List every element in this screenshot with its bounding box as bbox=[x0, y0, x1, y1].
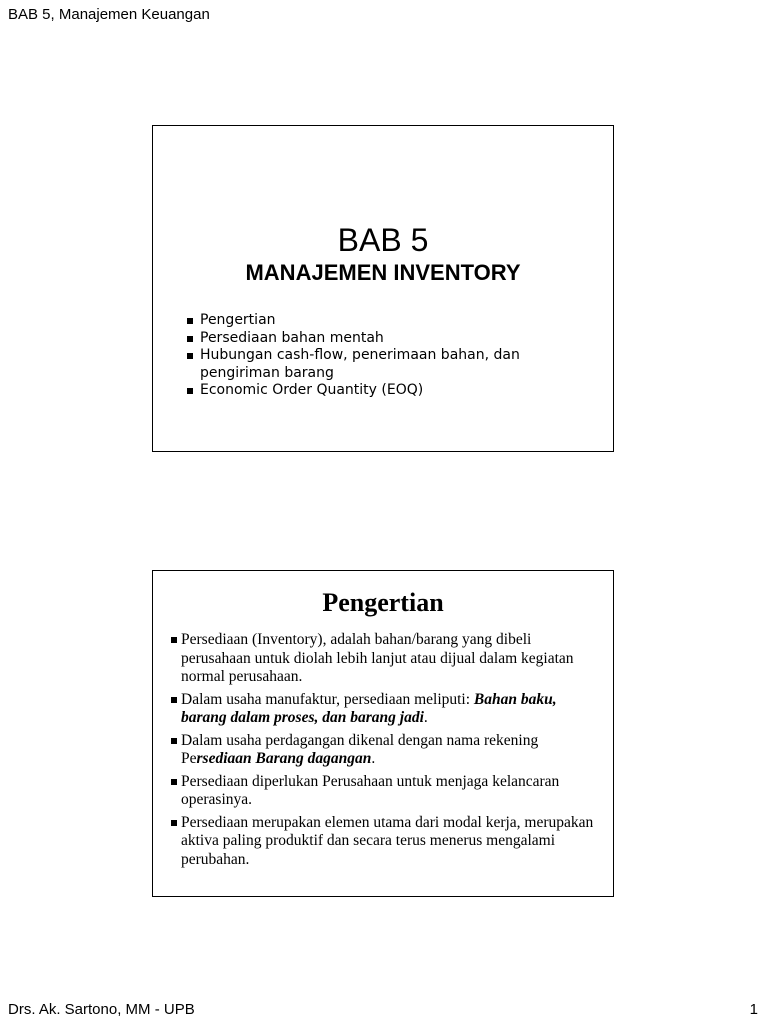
slide-title: Pengertian bbox=[322, 588, 444, 617]
page-number: 1 bbox=[749, 1001, 758, 1018]
square-bullet-icon bbox=[171, 697, 177, 703]
list-item bbox=[171, 814, 601, 870]
emphasized-text: Bahan baku, barang dalam proses, dan barang jadi bbox=[181, 690, 557, 726]
list-item-text: Persediaan (Inventory), adalah bahan/barang yang dibeli perusahaan untuk diolah lebih lanjut atau dijual dalam kegiatan normal perusahaan. bbox=[181, 631, 574, 685]
slide-bab5 bbox=[152, 125, 614, 452]
square-bullet-icon bbox=[171, 738, 177, 744]
square-bullet-icon bbox=[171, 820, 177, 826]
slide-title: BAB 5 bbox=[337, 222, 429, 258]
square-bullet-icon bbox=[171, 779, 177, 785]
slide-pengertian bbox=[152, 570, 614, 897]
list-item bbox=[187, 382, 587, 400]
square-bullet-icon bbox=[187, 336, 193, 342]
list-item bbox=[171, 773, 601, 810]
list-item bbox=[171, 732, 601, 769]
square-bullet-icon bbox=[187, 318, 193, 324]
list-item bbox=[171, 691, 601, 728]
list-item-text: Dalam usaha perdagangan dikenal dengan nama rekening Pe bbox=[181, 731, 539, 767]
slide-bullet-list bbox=[171, 631, 601, 873]
list-item-text: Persediaan bahan mentah bbox=[200, 329, 384, 346]
page-header: BAB 5, Manajemen Keuangan bbox=[8, 6, 210, 23]
square-bullet-icon bbox=[171, 637, 177, 643]
square-bullet-icon bbox=[187, 353, 193, 359]
list-item-text: Persediaan diperlukan Perusahaan untuk menjaga kelancaran operasinya. bbox=[181, 772, 560, 808]
list-item-text: Pengertian bbox=[200, 312, 276, 328]
list-item-text: Hubungan cash-flow, penerimaan bahan, dan pengiriman barang bbox=[200, 347, 520, 381]
list-item bbox=[187, 347, 587, 382]
emphasized-text: rsediaan Barang dagangan bbox=[196, 750, 372, 767]
list-item-text-end: . bbox=[423, 709, 428, 726]
page-footer-author: Drs. Ak. Sartono, MM - UPB bbox=[8, 1001, 195, 1018]
list-item bbox=[171, 631, 601, 687]
list-item-text: Dalam usaha manufaktur, persediaan meliputi: bbox=[181, 690, 474, 708]
list-item-text: Persediaan merupakan elemen utama dari modal kerja, merupakan aktiva paling produktif dan secara terus menerus mengalami perubahan. bbox=[181, 813, 594, 868]
slide-bullet-list bbox=[187, 312, 587, 400]
list-item-text: Economic Order Quantity (EOQ) bbox=[200, 382, 424, 398]
list-item bbox=[187, 312, 587, 330]
square-bullet-icon bbox=[187, 388, 193, 394]
slide-subtitle: MANAJEMEN INVENTORY bbox=[245, 260, 521, 285]
list-item bbox=[187, 330, 587, 348]
list-item-text-end: . bbox=[371, 750, 376, 767]
